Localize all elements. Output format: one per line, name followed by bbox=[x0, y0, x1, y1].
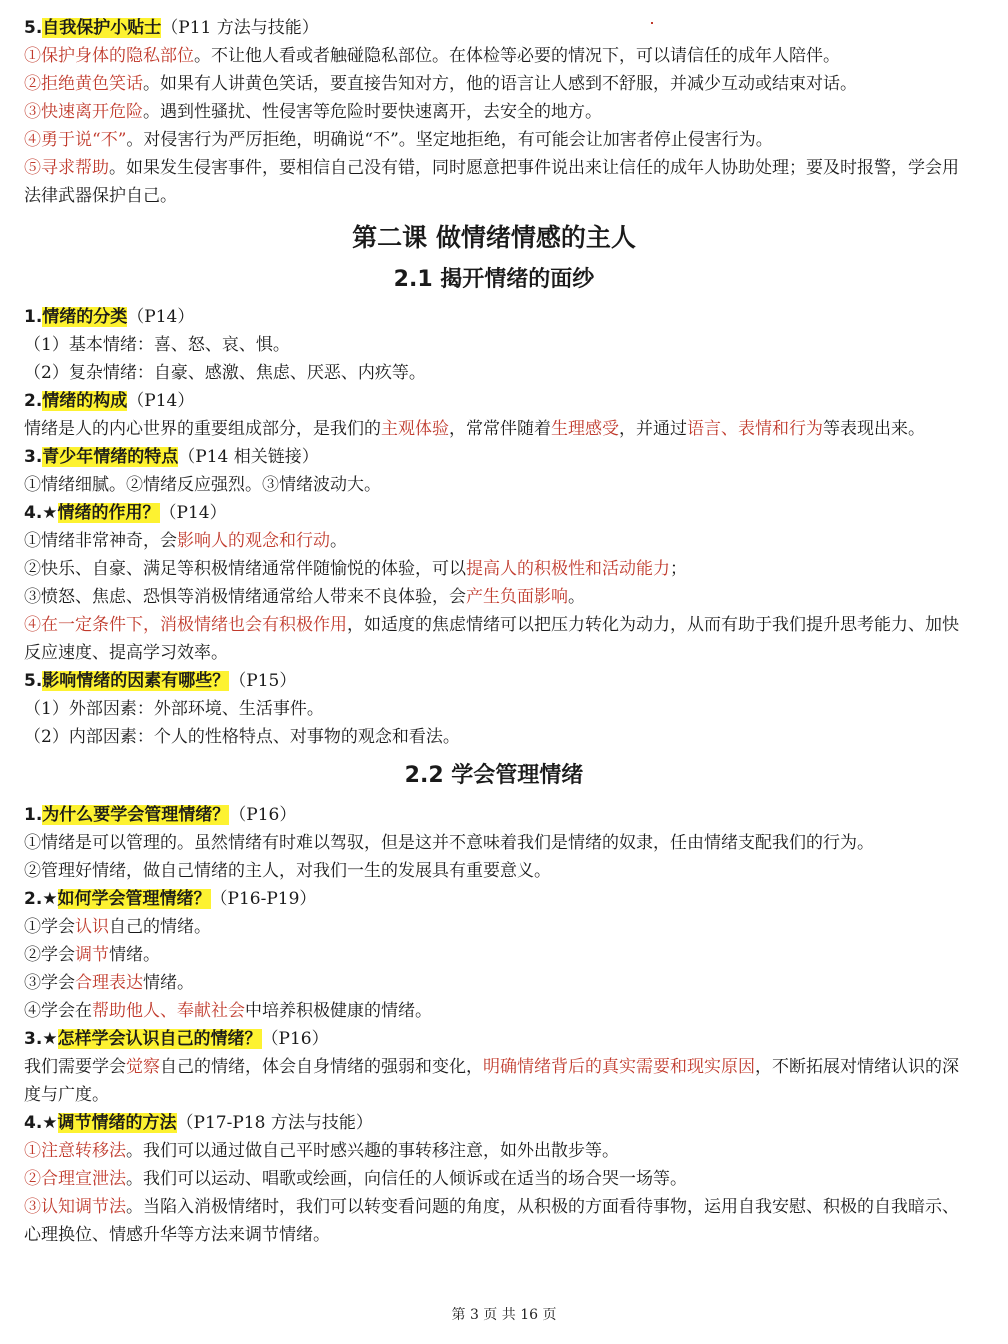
section-title-2-2: 2.2 学会管理情绪 bbox=[404, 763, 584, 788]
heading-emotion-composition: 2.情绪的构成（P14） bbox=[24, 391, 195, 411]
text-line: （2）内部因素：个人的性格特点、对事物的观念和看法。 bbox=[24, 727, 460, 747]
text-line: ④在一定条件下，消极情绪也会有积极作用，如适度的焦虑情绪可以把压力转化为动力，从而有助于我们提升思考能力、加快反应速度、提高学习效率。 bbox=[24, 615, 959, 663]
highlight-title: 自我保护小贴士 bbox=[42, 18, 162, 38]
section-title-2-1: 2.1 揭开情绪的面纱 bbox=[393, 267, 595, 292]
tip-item: ④勇于说“不”。对侵害行为严厉拒绝，明确说“不”。坚定地拒绝，有可能会让加害者停止侵害行为。 bbox=[24, 130, 773, 150]
tip-item: ②拒绝黄色笑话。如果有人讲黄色笑话，要直接告知对方，他的语言让人感到不舒服，并减少互动或结束对话。 bbox=[24, 74, 857, 94]
heading-self-protection: 5.自我保护小贴士（P11 方法与技能） bbox=[24, 18, 319, 38]
text-line: ③学会合理表达情绪。 bbox=[24, 973, 194, 993]
text-line: ②学会调节情绪。 bbox=[24, 945, 160, 965]
text-line: ①情绪细腻。②情绪反应强烈。③情绪波动大。 bbox=[24, 475, 381, 495]
text-line: ④学会在帮助他人、奉献社会中培养积极健康的情绪。 bbox=[24, 1001, 432, 1021]
text-line: （2）复杂情绪：自豪、感激、焦虑、厌恶、内疚等。 bbox=[24, 363, 426, 383]
heading-recognize-emotion: 3.★怎样学会认识自己的情绪？（P16） bbox=[24, 1029, 329, 1049]
heading-how-manage: 2.★如何学会管理情绪？（P16-P19） bbox=[24, 889, 317, 909]
heading-youth-emotion: 3.青少年情绪的特点（P14 相关链接） bbox=[24, 447, 319, 467]
page-content bbox=[24, 14, 964, 1249]
text-line: （1）外部因素：外部环境、生活事件。 bbox=[24, 699, 324, 719]
heading-why-manage: 1.为什么要学会管理情绪？（P16） bbox=[24, 805, 297, 825]
tip-item: ③快速离开危险。遇到性骚扰、性侵害等危险时要快速离开，去安全的地方。 bbox=[24, 102, 602, 122]
text-line: ②管理好情绪，做自己情绪的主人，对我们一生的发展具有重要意义。 bbox=[24, 861, 551, 881]
heading-emotion-types: 1.情绪的分类（P14） bbox=[24, 307, 195, 327]
text-line: ①情绪非常神奇，会影响人的观念和行动。 bbox=[24, 531, 347, 551]
text-line: ②快乐、自豪、满足等积极情绪通常伴随愉悦的体验，可以提高人的积极性和活动能力； bbox=[24, 559, 687, 579]
paragraph: 我们需要学会觉察自己的情绪，体会自身情绪的强弱和变化，明确情绪背后的真实需要和现实原因，不断拓展对情绪认识的深度与广度。 bbox=[24, 1057, 959, 1105]
text-line: ①学会认识自己的情绪。 bbox=[24, 917, 211, 937]
tip-item: ①保护身体的隐私部位。不让他人看或者触碰隐私部位。在体检等必要的情况下，可以请信任的成年人陪伴。 bbox=[24, 46, 840, 66]
method-item: ②合理宣泄法。我们可以运动、唱歌或绘画，向信任的人倾诉或在适当的场合哭一场等。 bbox=[24, 1169, 687, 1189]
heading-emotion-role: 4.★情绪的作用？（P14） bbox=[24, 503, 227, 523]
lesson-title: 第二课 做情绪情感的主人 bbox=[352, 223, 636, 252]
paragraph: 情绪是人的内心世界的重要组成部分，是我们的主观体验，常常伴随着生理感受，并通过语言、表情和行为等表现出来。 bbox=[24, 419, 925, 439]
method-item: ③认知调节法。当陷入消极情绪时，我们可以转变看问题的角度，从积极的方面看待事物，运用自我安慰、积极的自我暗示、心理换位、情感升华等方法来调节情绪。 bbox=[24, 1197, 959, 1245]
heading-adjust-methods: 4.★调节情绪的方法（P17-P18 方法与技能） bbox=[24, 1113, 373, 1133]
text-line: （1）基本情绪：喜、怒、哀、惧。 bbox=[24, 335, 290, 355]
page-number: 第 3 页 共 16 页 bbox=[451, 1307, 557, 1323]
text-line: ③愤怒、焦虑、恐惧等消极情绪通常给人带来不良体验，会产生负面影响。 bbox=[24, 587, 585, 607]
text-line: ①情绪是可以管理的。虽然情绪有时难以驾驭，但是这并不意味着我们是情绪的奴隶，任由情绪支配我们的行为。 bbox=[24, 833, 874, 853]
method-item: ①注意转移法。我们可以通过做自己平时感兴趣的事转移注意，如外出散步等。 bbox=[24, 1141, 619, 1161]
tip-item: ⑤寻求帮助。如果发生侵害事件，要相信自己没有错，同时愿意把事件说出来让信任的成年人协助处理；要及时报警，学会用法律武器保护自己。 bbox=[24, 158, 959, 206]
heading-emotion-factors: 5.影响情绪的因素有哪些？（P15） bbox=[24, 671, 297, 691]
